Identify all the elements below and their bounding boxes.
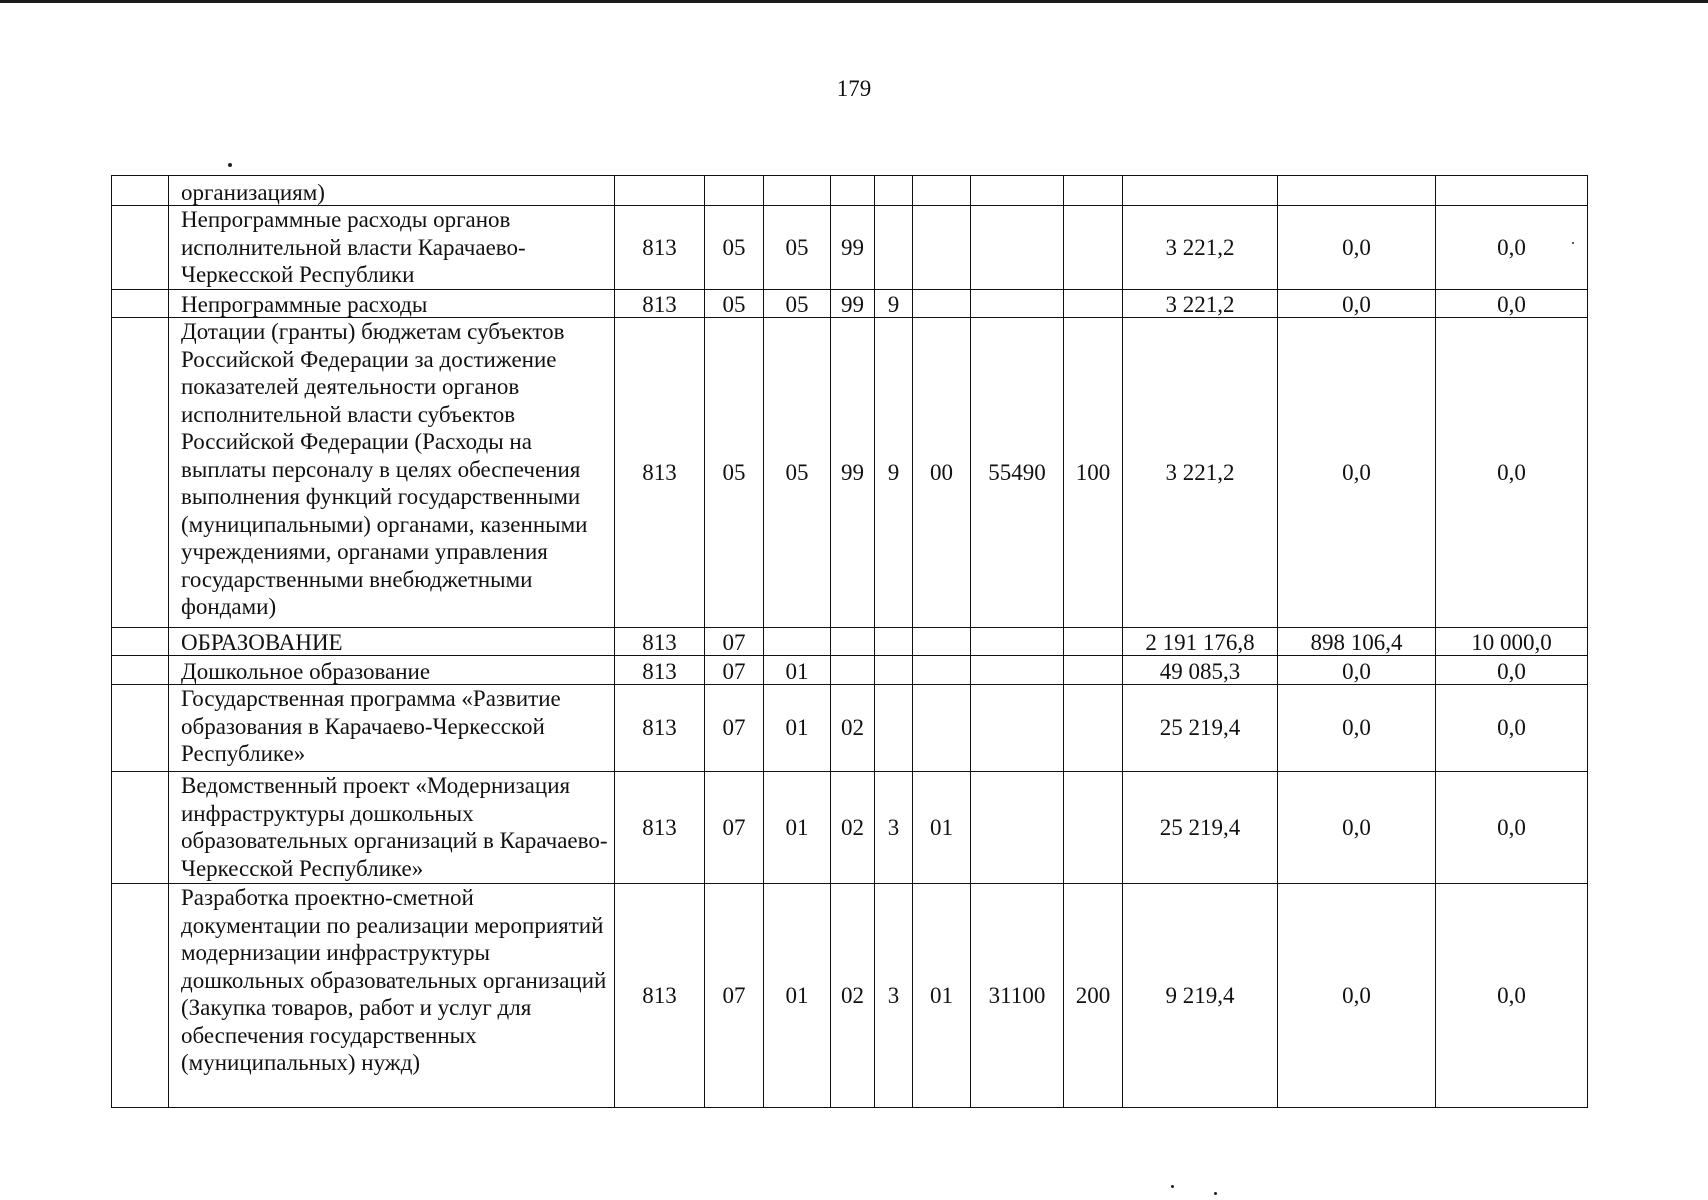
- direction-code-cell: 31100: [971, 884, 1064, 1108]
- amount-cell: 0,0: [1278, 656, 1436, 685]
- item-name-cell: Государственная программа «Развитие образования в Карачаево-Черкесской Республике»: [169, 685, 615, 772]
- program-code-cell: [831, 656, 875, 685]
- grbs-code-cell: [615, 176, 705, 206]
- amount-cell: 0,0: [1436, 772, 1588, 884]
- budget-table: [111, 175, 1588, 1108]
- program-code-cell: [831, 628, 875, 656]
- scan-speck: [1171, 1185, 1174, 1188]
- item-name-cell: Разработка проектно-сметной документации по реализации мероприятий модернизации инфраструктуры дошкольных образовательных организаций (Закупка товаров, работ и услуг для обеспечения государственных (муниципальных) нужд): [169, 884, 615, 1108]
- amount-cell: 25 219,4: [1123, 772, 1278, 884]
- row-number-cell: [112, 206, 169, 290]
- section-code-cell: 05: [705, 290, 764, 318]
- section-code-cell: 07: [705, 656, 764, 685]
- direction-code-cell: [971, 685, 1064, 772]
- subprogram-code-cell: 9: [875, 290, 913, 318]
- event-code-cell: [913, 628, 971, 656]
- table-row: [112, 656, 1588, 685]
- item-name-cell: организациям): [169, 176, 615, 206]
- row-number-cell: [112, 685, 169, 772]
- subprogram-code-cell: [875, 656, 913, 685]
- amount-cell: 0,0: [1278, 206, 1436, 290]
- subsection-code-cell: [764, 628, 831, 656]
- row-number-cell: [112, 318, 169, 628]
- expense-type-cell: [1064, 656, 1123, 685]
- subprogram-code-cell: 9: [875, 318, 913, 628]
- expense-type-cell: [1064, 290, 1123, 318]
- grbs-code-cell: 813: [615, 628, 705, 656]
- amount-cell: 0,0: [1278, 318, 1436, 628]
- expense-type-cell: [1064, 628, 1123, 656]
- amount-cell: 9 219,4: [1123, 884, 1278, 1108]
- subsection-code-cell: 05: [764, 206, 831, 290]
- direction-code-cell: 55490: [971, 318, 1064, 628]
- program-code-cell: 99: [831, 290, 875, 318]
- scan-speck: [228, 163, 232, 167]
- row-number-cell: [112, 772, 169, 884]
- direction-code-cell: [971, 628, 1064, 656]
- table-row: [112, 628, 1588, 656]
- section-code-cell: 07: [705, 884, 764, 1108]
- subsection-code-cell: 05: [764, 318, 831, 628]
- amount-cell: 0,0: [1436, 656, 1588, 685]
- subprogram-code-cell: [875, 176, 913, 206]
- section-code-cell: 07: [705, 628, 764, 656]
- amount-cell: [1278, 176, 1436, 206]
- expense-type-cell: 200: [1064, 884, 1123, 1108]
- direction-code-cell: [971, 176, 1064, 206]
- row-number-cell: [112, 176, 169, 206]
- item-name-cell: Дотации (гранты) бюджетам субъектов Российской Федерации за достижение показателей деятельности органов исполнительной власти субъектов Российской Федерации (Расходы на выплаты персоналу в целях обеспечения выполнения функций государственными (муниципальными) органами, казенными учреждениями, органами управления государственными внебюджетными фондами): [169, 318, 615, 628]
- page-number: 179: [836, 76, 872, 101]
- event-code-cell: [913, 176, 971, 206]
- section-code-cell: [705, 176, 764, 206]
- table-row: [112, 206, 1588, 290]
- expense-type-cell: [1064, 206, 1123, 290]
- expense-type-cell: [1064, 772, 1123, 884]
- grbs-code-cell: 813: [615, 206, 705, 290]
- grbs-code-cell: 813: [615, 656, 705, 685]
- grbs-code-cell: 813: [615, 290, 705, 318]
- subprogram-code-cell: 3: [875, 884, 913, 1108]
- subsection-code-cell: 01: [764, 884, 831, 1108]
- direction-code-cell: [971, 290, 1064, 318]
- event-code-cell: [913, 685, 971, 772]
- row-number-cell: [112, 656, 169, 685]
- item-name-cell: ОБРАЗОВАНИЕ: [169, 628, 615, 656]
- subsection-code-cell: 05: [764, 290, 831, 318]
- amount-cell: 49 085,3: [1123, 656, 1278, 685]
- table-row: [112, 318, 1588, 628]
- amount-cell: 0,0: [1436, 290, 1588, 318]
- grbs-code-cell: 813: [615, 772, 705, 884]
- table-row: [112, 884, 1588, 1108]
- program-code-cell: 99: [831, 206, 875, 290]
- program-code-cell: 99: [831, 318, 875, 628]
- section-code-cell: 05: [705, 206, 764, 290]
- row-number-cell: [112, 628, 169, 656]
- amount-cell: [1436, 176, 1588, 206]
- amount-cell: 898 106,4: [1278, 628, 1436, 656]
- event-code-cell: 01: [913, 884, 971, 1108]
- subsection-code-cell: 01: [764, 772, 831, 884]
- subprogram-code-cell: [875, 206, 913, 290]
- section-code-cell: 07: [705, 772, 764, 884]
- event-code-cell: 01: [913, 772, 971, 884]
- program-code-cell: [831, 176, 875, 206]
- section-code-cell: 07: [705, 685, 764, 772]
- amount-cell: 0,0: [1278, 290, 1436, 318]
- subsection-code-cell: 01: [764, 685, 831, 772]
- table-row: [112, 176, 1588, 206]
- event-code-cell: [913, 290, 971, 318]
- subprogram-code-cell: [875, 685, 913, 772]
- subsection-code-cell: [764, 176, 831, 206]
- section-code-cell: 05: [705, 318, 764, 628]
- program-code-cell: 02: [831, 772, 875, 884]
- event-code-cell: 00: [913, 318, 971, 628]
- expense-type-cell: [1064, 685, 1123, 772]
- amount-cell: 3 221,2: [1123, 318, 1278, 628]
- table-row: [112, 772, 1588, 884]
- item-name-cell: Непрограммные расходы органов исполнительной власти Карачаево-Черкесской Республики: [169, 206, 615, 290]
- table-row: [112, 685, 1588, 772]
- expense-type-cell: [1064, 176, 1123, 206]
- amount-cell: 25 219,4: [1123, 685, 1278, 772]
- direction-code-cell: [971, 772, 1064, 884]
- grbs-code-cell: 813: [615, 884, 705, 1108]
- subsection-code-cell: 01: [764, 656, 831, 685]
- amount-cell: 0,0: [1436, 884, 1588, 1108]
- program-code-cell: 02: [831, 884, 875, 1108]
- program-code-cell: 02: [831, 685, 875, 772]
- scan-top-border: [0, 0, 1708, 3]
- amount-cell: 3 221,2: [1123, 206, 1278, 290]
- amount-cell: 0,0: [1436, 206, 1588, 290]
- expense-type-cell: 100: [1064, 318, 1123, 628]
- amount-cell: 10 000,0: [1436, 628, 1588, 656]
- amount-cell: 0,0: [1436, 685, 1588, 772]
- amount-cell: 0,0: [1278, 685, 1436, 772]
- row-number-cell: [112, 290, 169, 318]
- event-code-cell: [913, 656, 971, 685]
- grbs-code-cell: 813: [615, 318, 705, 628]
- amount-cell: 0,0: [1436, 318, 1588, 628]
- item-name-cell: Непрограммные расходы: [169, 290, 615, 318]
- subprogram-code-cell: 3: [875, 772, 913, 884]
- subprogram-code-cell: [875, 628, 913, 656]
- event-code-cell: [913, 206, 971, 290]
- item-name-cell: Ведомственный проект «Модернизация инфраструктуры дошкольных образовательных организаций в Карачаево-Черкесской Республике»: [169, 772, 615, 884]
- table-row: [112, 290, 1588, 318]
- amount-cell: [1123, 176, 1278, 206]
- grbs-code-cell: 813: [615, 685, 705, 772]
- scan-speck: [1214, 1192, 1217, 1195]
- row-number-cell: [112, 884, 169, 1108]
- item-name-cell: Дошкольное образование: [169, 656, 615, 685]
- amount-cell: 0,0: [1278, 772, 1436, 884]
- direction-code-cell: [971, 206, 1064, 290]
- amount-cell: 2 191 176,8: [1123, 628, 1278, 656]
- direction-code-cell: [971, 656, 1064, 685]
- amount-cell: 3 221,2: [1123, 290, 1278, 318]
- amount-cell: 0,0: [1278, 884, 1436, 1108]
